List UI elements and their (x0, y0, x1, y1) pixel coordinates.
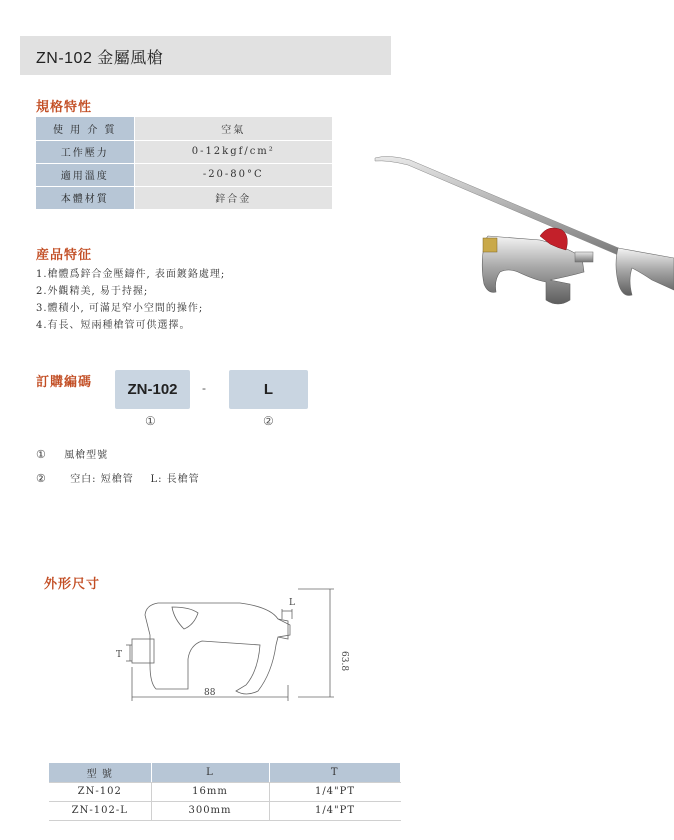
spec-label: 工作壓力 (36, 140, 134, 163)
table-row (49, 782, 401, 801)
order-marker-1: ① (145, 414, 156, 428)
list-item: 4.有長、短兩種槍管可供選擇。 (36, 320, 191, 331)
spec-value: 鋅合金 (134, 186, 332, 209)
inlet-fitting-shape (483, 238, 497, 252)
list-item: 1.槍體爲鋅合金壓鑄件, 表面鍍鉻處理; (36, 269, 226, 280)
dim-label-width: 88 (204, 688, 216, 698)
page-title: ZN-102 金屬風槍 (36, 50, 164, 67)
spec-value: -20-80°C (134, 163, 332, 186)
features-heading: 産品特征 (36, 247, 93, 262)
dim-label-L: L (289, 598, 295, 608)
spec-label: 本體材質 (36, 186, 134, 209)
legend-1-marker: ① (36, 448, 47, 461)
specs-heading: 規格特性 (36, 99, 93, 114)
table-row (36, 186, 332, 209)
inlet-outline (132, 639, 154, 663)
legend-2 (36, 470, 200, 485)
column-header: 型 號 (49, 763, 151, 782)
dimension-table (49, 763, 401, 821)
trigger-outline (172, 607, 198, 629)
second-gun-shape (616, 248, 674, 295)
nozzle-shape (575, 252, 593, 262)
gun-body-shape (482, 236, 584, 304)
order-heading: 訂購編碼 (36, 374, 93, 389)
spec-label: 適用溫度 (36, 163, 134, 186)
table-cell: 1/4"PT (269, 801, 401, 820)
legend-1 (36, 446, 108, 461)
gun-outline (145, 603, 290, 694)
legend-1-text: 風槍型號 (64, 450, 109, 461)
column-header: T (269, 763, 401, 782)
dimensions-heading: 外形尺寸 (44, 576, 101, 591)
table-cell: 1/4"PT (269, 782, 401, 801)
table-row (36, 140, 332, 163)
list-item: 3.體積小, 可滿足窄小空間的操作; (36, 303, 204, 314)
dim-label-T: T (116, 650, 123, 660)
dimension-drawing (110, 585, 350, 705)
air-gun-photo (370, 140, 674, 315)
list-item: 2.外觀精美, 易于持握; (36, 286, 149, 297)
order-code-dash: - (202, 381, 206, 395)
table-row (49, 801, 401, 820)
table-cell: 16mm (151, 782, 269, 801)
table-cell: ZN-102 (49, 782, 151, 801)
column-header: L (151, 763, 269, 782)
title-bar (20, 36, 391, 75)
spec-value: 0-12kgf/cm² (134, 140, 332, 163)
table-cell: 300mm (151, 801, 269, 820)
spec-label: 使 用 介 質 (36, 117, 134, 140)
table-row (36, 163, 332, 186)
table-cell: ZN-102-L (49, 801, 151, 820)
legend-2-text: 空白: 短槍管 L: 長槍管 (70, 474, 200, 485)
specs-table (36, 117, 332, 210)
dim-label-height: 63.8 (339, 651, 349, 672)
table-header-row (49, 763, 401, 782)
legend-2-marker: ② (36, 472, 47, 485)
order-code-barrel: L (229, 370, 308, 409)
table-row (36, 117, 332, 140)
order-marker-2: ② (263, 414, 274, 428)
spec-value: 空氣 (134, 117, 332, 140)
order-code-model: ZN-102 (115, 370, 190, 409)
features-list (36, 266, 225, 334)
